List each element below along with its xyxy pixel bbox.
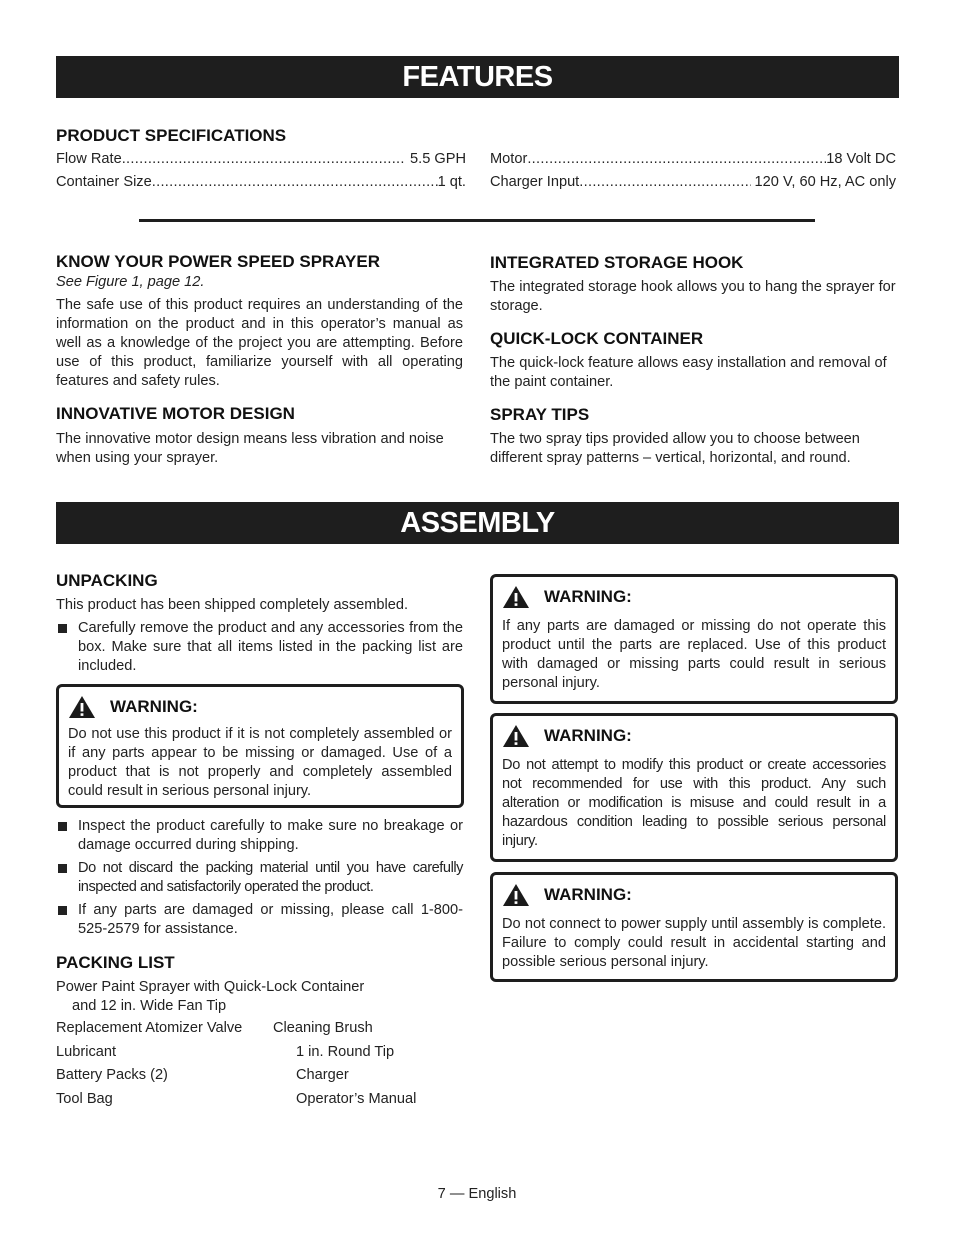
hook-body: The integrated storage hook allows you to hang the sprayer for storage. — [490, 279, 896, 314]
warning-box-unpacking — [56, 684, 464, 808]
product-specifications-right — [490, 148, 896, 194]
spec-value: 120 V, 60 Hz, AC only — [750, 174, 896, 190]
list-item: Replacement Atomizer Valve — [56, 1020, 243, 1036]
unpacking-section — [56, 571, 463, 676]
packing-item-main: Power Paint Sprayer with Quick-Lock Container — [56, 979, 365, 995]
packing-list-section — [56, 953, 463, 1016]
warning-header — [502, 585, 886, 609]
warning-body: Do not attempt to modify this product or create accessories not recommended for use with this product. Any such alteration or modification is misuse and could result in a hazardous condition leading to possible serious personal injury. — [502, 757, 886, 849]
spec-row-flow-rate — [56, 148, 466, 171]
warning-body: Do not use this product if it is not completely assembled or if any parts appear to be missing or damaged. Use of a product that is not properly and completely assembled could result in serious personal injury. — [68, 726, 452, 799]
features-right-column — [490, 253, 898, 468]
spec-row-charger-input — [490, 171, 896, 194]
hook-heading: INTEGRATED STORAGE HOOK — [490, 253, 744, 272]
spec-value: 18 Volt DC — [826, 151, 896, 167]
list-item — [56, 901, 463, 939]
list-item: 1 in. Round Tip — [296, 1043, 395, 1060]
list-item: Charger — [296, 1067, 349, 1083]
features-left-column — [56, 252, 463, 468]
warning-label: WARNING: — [544, 885, 632, 904]
leader-dots — [527, 148, 826, 171]
assembly-banner: ASSEMBLY — [56, 502, 899, 544]
know-body: The safe use of this product requires an understanding of the information on the product and in this operator’s manual as well as a knowledge of the project you are attempting. Before use of this product, familiarize yourself with all operating features and safety rules. — [56, 297, 463, 389]
bullet-text: Do not discard the packing material until you have carefully inspected and satisfactorily operated the product. — [78, 860, 463, 895]
spec-label: Charger Input — [490, 174, 580, 190]
specs-heading: PRODUCT SPECIFICATIONS — [56, 126, 287, 145]
motor-heading: INNOVATIVE MOTOR DESIGN — [56, 404, 295, 423]
packing-list-col1 — [56, 1017, 286, 1111]
figure-reference: See Figure 1, page 12. — [56, 274, 205, 290]
warning-label: WARNING: — [544, 726, 632, 745]
list-item — [56, 619, 463, 676]
unpacking-heading: UNPACKING — [56, 571, 158, 590]
warning-triangle-icon — [502, 724, 530, 748]
warning-header — [502, 724, 886, 748]
spec-label: Motor — [490, 151, 528, 167]
warning-label: WARNING: — [110, 697, 198, 716]
leader-dots — [579, 171, 750, 194]
packing-item-main-cont: and 12 in. Wide Fan Tip — [72, 998, 227, 1014]
warning-triangle-icon — [502, 585, 530, 609]
bullet-text: Inspect the product carefully to make sure no breakage or damage occurred during shipping. — [78, 818, 463, 853]
tips-body: The two spray tips provided allow you to choose between different spray patterns – vertical, horizontal, and round. — [490, 431, 860, 466]
warning-body: If any parts are damaged or missing do not operate this product until the parts are replaced. Use of this product with damaged or missing parts could result in serious personal injury. — [502, 618, 886, 691]
packing-heading: PACKING LIST — [56, 953, 175, 972]
packing-list-col2a — [273, 1017, 453, 1041]
spec-label: Flow Rate — [56, 151, 122, 167]
bullet-square — [58, 864, 67, 873]
warning-label: WARNING: — [544, 587, 632, 606]
warning-box-parts — [490, 574, 898, 704]
bullet-square — [58, 624, 67, 633]
warning-header — [502, 883, 886, 907]
spec-row-container-size — [56, 171, 466, 194]
tips-heading: SPRAY TIPS — [490, 405, 590, 424]
container-body: The quick-lock feature allows easy installation and removal of the paint container. — [490, 355, 887, 390]
warning-body: Do not connect to power supply until assembly is complete. Failure to comply could result in accidental starting and possible serious personal injury. — [502, 916, 886, 970]
warning-triangle-icon — [502, 883, 530, 907]
spec-value: 5.5 GPH — [405, 151, 466, 167]
warning-triangle-icon — [68, 695, 96, 719]
packing-list-col2b — [296, 1041, 456, 1112]
know-heading: KNOW YOUR POWER SPEED SPRAYER — [56, 252, 381, 271]
bullet-square — [58, 822, 67, 831]
list-item: Tool Bag — [56, 1090, 113, 1107]
unpacking-intro: This product has been shipped completely assembled. — [56, 597, 409, 613]
leader-dots — [122, 148, 406, 171]
spec-label: Container Size — [56, 174, 152, 190]
spec-row-motor — [490, 148, 896, 171]
list-item: Lubricant — [56, 1043, 117, 1060]
bullet-text: Carefully remove the product and any accessories from the box. Make sure that all items listed in the packing list are included. — [78, 620, 463, 674]
leader-dots — [152, 171, 438, 194]
warning-box-modify — [490, 713, 898, 862]
motor-body: The innovative motor design means less vibration and noise when using your sprayer. — [56, 431, 444, 466]
container-heading: QUICK-LOCK CONTAINER — [490, 329, 704, 348]
list-item — [56, 859, 463, 897]
warning-box-power — [490, 872, 898, 982]
bullet-square — [58, 906, 67, 915]
page-footer: 7 — English — [437, 1186, 517, 1202]
warning-header — [68, 695, 452, 719]
list-item — [56, 817, 463, 855]
unpacking-bullets — [56, 817, 463, 939]
product-specifications — [56, 126, 466, 194]
bullet-text: If any parts are damaged or missing, please call 1-800-525-2579 for assistance. — [78, 902, 463, 937]
list-item: Cleaning Brush — [273, 1020, 373, 1036]
section-divider — [139, 219, 815, 222]
list-item: Operator’s Manual — [296, 1090, 417, 1107]
spec-value: 1 qt. — [437, 174, 466, 190]
features-banner: FEATURES — [56, 56, 899, 98]
list-item: Battery Packs (2) — [56, 1067, 168, 1083]
